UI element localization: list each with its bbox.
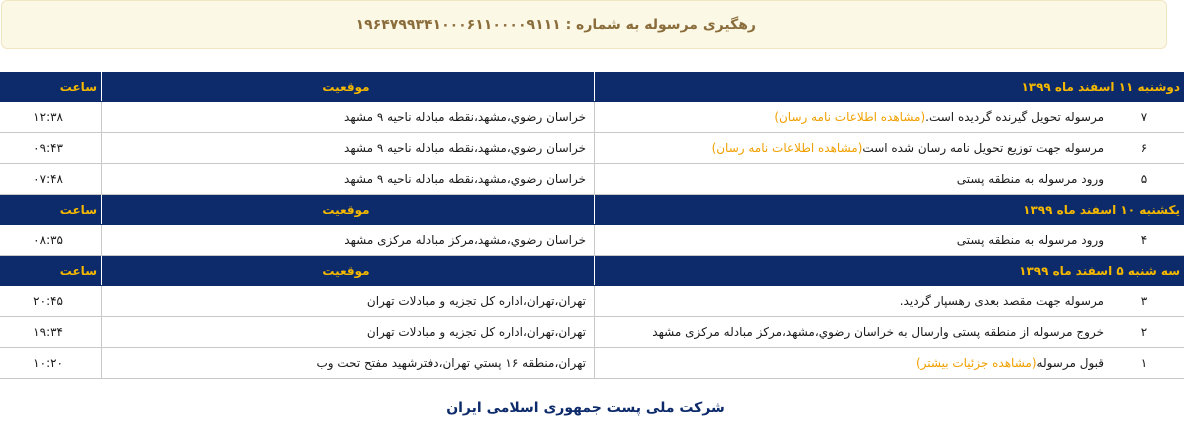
event-description: قبول مرسوله	[1036, 356, 1104, 370]
event-location: تهران،منطقه ۱۶ پستي تهران،دفترشهيد مفتح تحت وب	[102, 348, 595, 379]
event-location: خراسان رضوي،مشهد،مرکز مبادله مرکزی مشهد	[102, 225, 595, 256]
event-description: خروج مرسوله از منطقه پستی وارسال به خراسان رضوي،مشهد،مرکز مبادله مرکزی مشهد	[652, 325, 1104, 339]
event-description-cell	[595, 225, 1184, 256]
location-column-header: موقعیت	[102, 72, 595, 102]
day-date: یکشنبه ۱۰ اسفند ماه ۱۳۹۹	[595, 195, 1184, 225]
event-description: ورود مرسوله به منطقه پستی	[956, 172, 1104, 186]
event-description-cell	[595, 286, 1184, 317]
tracking-event-row	[0, 286, 1184, 317]
tracking-event-row	[0, 348, 1184, 379]
event-number: ۶	[1140, 141, 1148, 155]
day-date: سه شنبه ۵ اسفند ماه ۱۳۹۹	[595, 256, 1184, 286]
event-time: ۱۲:۳۸	[0, 102, 102, 133]
location-column-header: موقعیت	[102, 256, 595, 286]
tracking-event-row	[0, 102, 1184, 133]
day-header-row	[0, 256, 1184, 286]
event-details-link[interactable]: (مشاهده اطلاعات نامه رسان)	[774, 110, 926, 124]
event-description-cell	[595, 102, 1184, 133]
event-time: ۰۷:۴۸	[0, 164, 102, 195]
event-location: تهران،تهران،اداره کل تجزيه و مبادلات تهران	[102, 286, 595, 317]
tracking-header	[1, 0, 1167, 49]
day-header-row	[0, 72, 1184, 102]
event-number: ۱	[1140, 356, 1148, 370]
event-number: ۴	[1140, 233, 1148, 247]
event-number: ۷	[1140, 110, 1148, 124]
event-description-cell	[595, 164, 1184, 195]
time-column-header: ساعت	[0, 256, 102, 286]
event-time: ۲۰:۴۵	[0, 286, 102, 317]
event-description-cell	[595, 348, 1184, 379]
event-description-cell	[595, 133, 1184, 164]
tracking-title: رهگیری مرسوله به شماره : ۱۹۶۴۷۹۹۳۴۱۰۰۰۶۱۱۰۰۰۰۹۱۱۱	[355, 16, 756, 33]
event-description: ورود مرسوله به منطقه پستی	[956, 233, 1104, 247]
event-time: ۱۹:۳۴	[0, 317, 102, 348]
event-description: مرسوله جهت توزیع تحویل نامه رسان شده است	[862, 141, 1104, 155]
tracking-event-row	[0, 164, 1184, 195]
day-date: دوشنبه ۱۱ اسفند ماه ۱۳۹۹	[595, 72, 1184, 102]
event-location: خراسان رضوي،مشهد،نقطه مبادله ناحيه ۹ مشهد	[102, 133, 595, 164]
time-column-header: ساعت	[0, 72, 102, 102]
event-time: ۰۸:۳۵	[0, 225, 102, 256]
event-details-link[interactable]: (مشاهده جزئیات بیشتر)	[915, 356, 1037, 370]
event-time: ۰۹:۴۳	[0, 133, 102, 164]
event-location: خراسان رضوي،مشهد،نقطه مبادله ناحيه ۹ مشهد	[102, 102, 595, 133]
event-location: خراسان رضوي،مشهد،نقطه مبادله ناحيه ۹ مشهد	[102, 164, 595, 195]
event-description-cell	[595, 317, 1184, 348]
tracking-event-row	[0, 225, 1184, 256]
event-location: تهران،تهران،اداره کل تجزيه و مبادلات تهران	[102, 317, 595, 348]
event-details-link[interactable]: (مشاهده اطلاعات نامه رسان)	[711, 141, 863, 155]
event-number: ۲	[1140, 325, 1148, 339]
day-header-row	[0, 195, 1184, 225]
location-column-header: موقعیت	[102, 195, 595, 225]
event-number: ۵	[1140, 172, 1148, 186]
footer-company-name: شرکت ملی پست جمهوری اسلامی ایران	[446, 400, 725, 416]
event-description: مرسوله تحویل گیرنده گردیده است.	[925, 110, 1104, 124]
event-description: مرسوله جهت مقصد بعدی رهسپار گردید.	[899, 294, 1104, 308]
time-column-header: ساعت	[0, 195, 102, 225]
tracking-event-row	[0, 133, 1184, 164]
event-number: ۳	[1140, 294, 1148, 308]
tracking-event-row	[0, 317, 1184, 348]
event-time: ۱۰:۲۰	[0, 348, 102, 379]
tracking-table	[0, 72, 1184, 379]
